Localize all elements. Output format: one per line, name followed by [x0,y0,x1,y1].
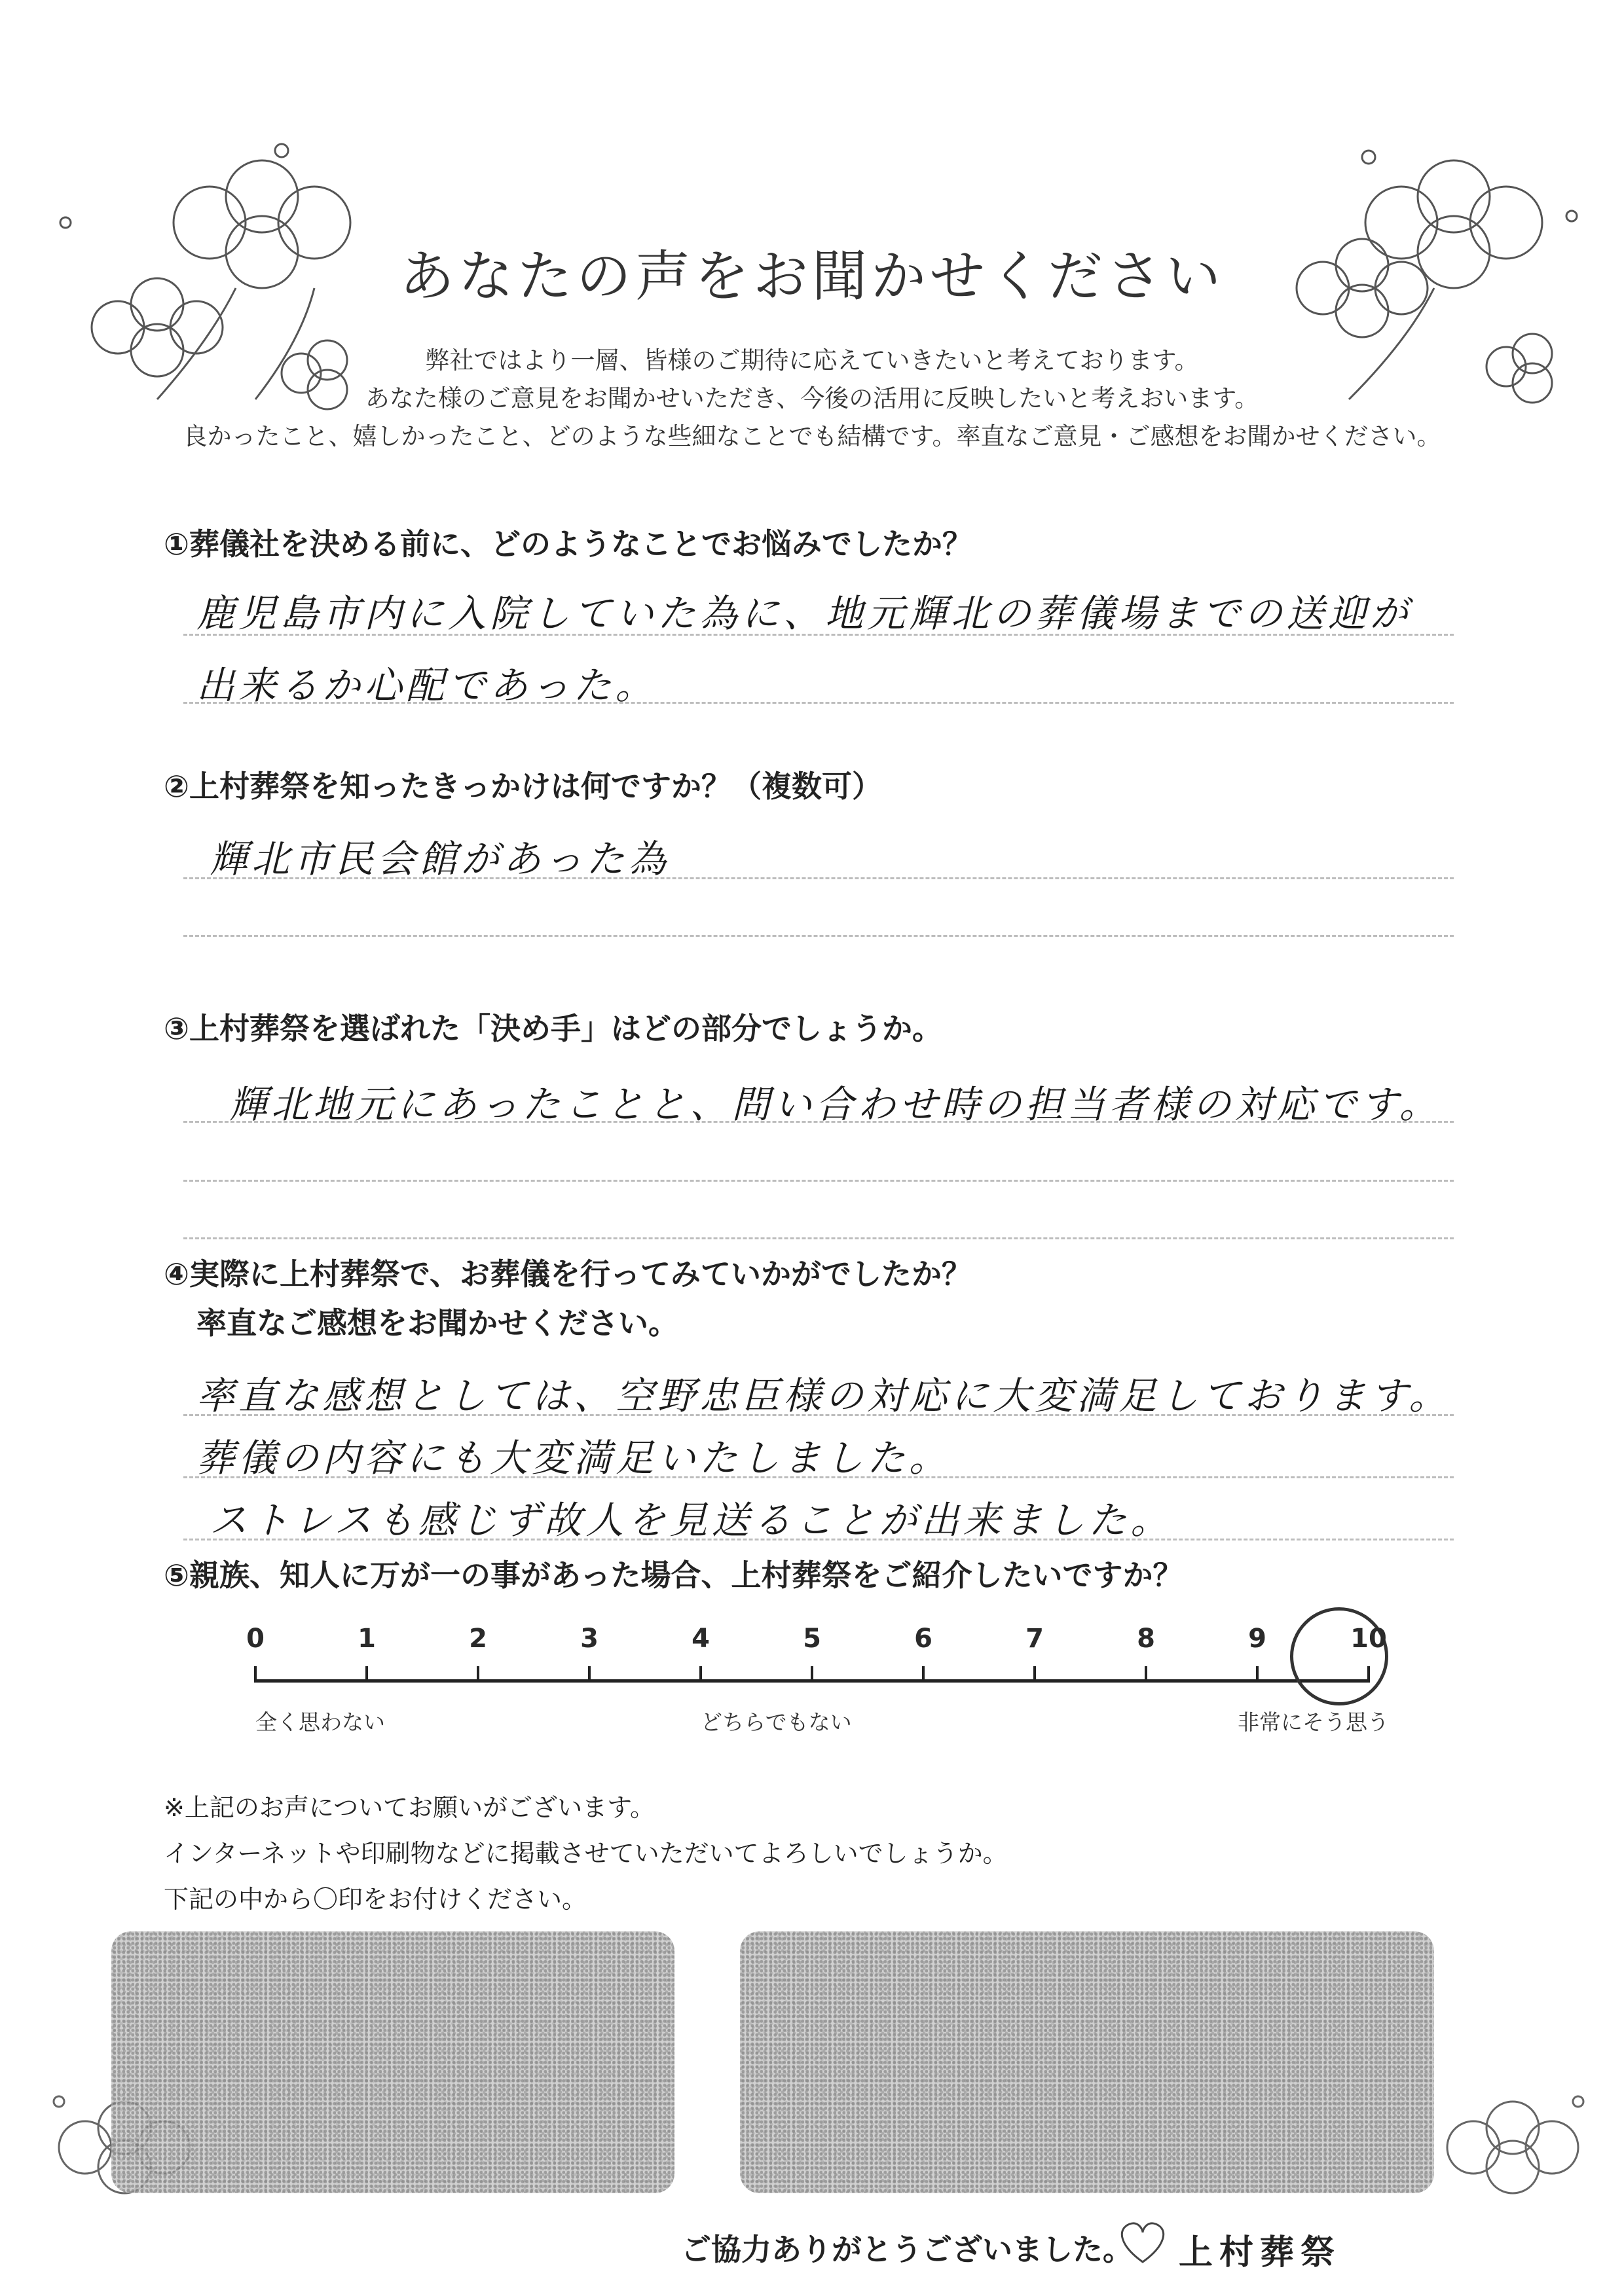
rating-tick-label-0: 0 [246,1624,265,1654]
rating-tick-label-7: 7 [1025,1624,1044,1654]
answer-rule [183,1414,1454,1416]
answer-rule [183,634,1454,636]
question-4-answer-line-1: 率直な感想としては、空野忠臣様の対応に大変満足しております。 [196,1374,1451,1418]
question-5-label: ⑤親族、知人に万が一の事があった場合、上村葬祭をご紹介したいですか？ [164,1558,1183,1593]
question-1-answer-line-2: 出来るか心配であった。 [196,663,657,708]
answer-rule [183,1121,1454,1123]
answer-rule [183,1180,1454,1182]
rating-tick-mark [1367,1666,1370,1683]
scale-low-label: 全く思わない [255,1709,385,1735]
footer-thanks: ご協力ありがとうございました。 [681,2232,1133,2267]
rating-tick-mark [365,1666,368,1683]
flower-decoration-bottom-right-icon [1428,2062,1598,2219]
heart-logo-icon [1113,2216,1172,2269]
rating-tick-label-5: 5 [803,1624,821,1654]
question-4-answer-line-2: 葬儀の内容にも大変満足いたしました。 [196,1436,951,1480]
answer-rule [183,935,1454,937]
footer-brand: 上村葬祭 [1179,2233,1342,2272]
scale-high-label: 非常にそう思う [1238,1709,1389,1735]
question-2-label: ②上村葬祭を知ったきっかけは何ですか？（複数可） [164,769,882,804]
rating-tick-mark [1145,1666,1147,1683]
question-4-sublabel: 率直なご感想をお聞かせください。 [196,1305,678,1341]
question-4-answer-line-3: ストレスも感じず故人を見送ることが出来ました。 [210,1498,1173,1542]
question-2-answer-line-1: 輝北市民会館があった為 [210,837,671,881]
answer-rule [183,1476,1454,1478]
rating-tick-label-8: 8 [1137,1624,1155,1654]
notice-line-3: 下記の中から〇印をお付けください。 [164,1885,587,1914]
rating-tick-mark [699,1666,702,1683]
answer-rule [183,1237,1454,1239]
intro-line-3: 良かったこと、嬉しかったこと、どのような些細なことでも結構です。率直なご意見・ご感想をお聞かせください。 [183,422,1441,450]
rating-tick-mark [1033,1666,1036,1683]
intro-line-2: あなた様のご意見をお聞かせいただき、今後の活用に反映したいと考えおいます。 [365,384,1259,412]
question-1-answer-line-1: 鹿児島市内に入院していた為に、地元輝北の葬儀場までの送迎が [196,591,1412,636]
redacted-consent-area-right [740,1931,1434,2193]
rating-tick-label-3: 3 [580,1624,599,1654]
rating-tick-mark [477,1666,479,1683]
question-3-label: ③上村葬祭を選ばれた「決め手」はどの部分でしょうか。 [164,1011,942,1046]
scale-mid-label: どちらでもない [701,1709,852,1735]
notice-line-1: ※上記のお声についてお願いがございます。 [164,1793,655,1822]
rating-tick-label-9: 9 [1248,1624,1266,1654]
rating-selection-circle [1290,1607,1388,1705]
notice-line-2: インターネットや印刷物などに掲載させていただいてよろしいでしょうか。 [164,1839,1008,1868]
answer-rule [183,702,1454,704]
answer-rule [183,877,1454,879]
answer-rule [183,1539,1454,1540]
question-4-label: ④実際に上村葬祭で、お葬儀を行ってみていかがでしたか？ [164,1256,972,1292]
redacted-consent-area-left [111,1931,674,2193]
question-3-answer-line-1: 輝北地元にあったことと、問い合わせ時の担当者様の対応です。 [229,1082,1441,1127]
page-title: あなたの声をお聞かせください [399,244,1225,308]
rating-tick-mark [1256,1666,1259,1683]
question-1-label: ①葬儀社を決める前に、どのようなことでお悩みでしたか？ [164,526,972,562]
rating-tick-label-1: 1 [358,1624,376,1654]
rating-tick-mark [811,1666,813,1683]
intro-line-1: 弊社ではより一層、皆様のご期待に応えていきたいと考えております。 [425,346,1199,374]
rating-tick-label-10: 10 [1350,1624,1387,1654]
rating-tick-mark [922,1666,925,1683]
rating-tick-mark [588,1666,591,1683]
rating-tick-label-4: 4 [692,1624,710,1654]
rating-tick-mark [254,1666,257,1683]
rating-tick-label-6: 6 [914,1624,932,1654]
rating-tick-label-2: 2 [469,1624,487,1654]
